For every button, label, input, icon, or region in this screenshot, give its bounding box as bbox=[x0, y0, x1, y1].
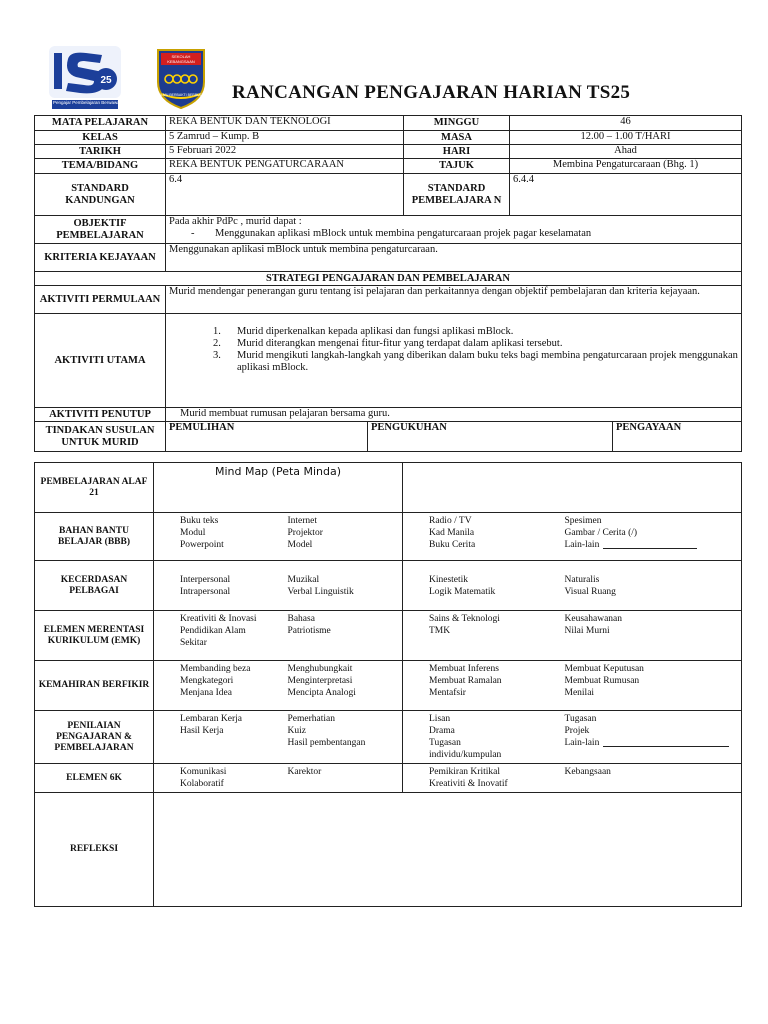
option-menjana-idea[interactable]: Menjana Idea bbox=[158, 687, 258, 699]
kelas-label: KELAS bbox=[35, 131, 166, 145]
objektif-intro: Pada akhir PdPc , murid dapat : bbox=[169, 216, 302, 227]
checkbox-icon bbox=[543, 766, 565, 778]
pengayaan-cell: PENGAYAAN bbox=[613, 422, 742, 452]
option-intrapersonal[interactable]: Intrapersonal bbox=[158, 586, 258, 598]
option-muzikal[interactable]: Muzikal bbox=[266, 574, 399, 586]
checkbox-icon bbox=[266, 737, 288, 749]
option-membuat-keputusan[interactable]: Membuat Keputusan bbox=[543, 663, 738, 675]
checkbox-icon bbox=[543, 613, 565, 625]
checkbox-icon bbox=[407, 574, 429, 586]
option-mencipta-analogi[interactable]: Mencipta Analogi bbox=[266, 687, 399, 699]
option-naturalis[interactable]: Naturalis bbox=[543, 574, 738, 586]
option-projek[interactable]: Projek bbox=[543, 725, 738, 737]
kecerdasan-label: KECERDASAN PELBAGAI bbox=[35, 561, 154, 611]
option-spesimen[interactable]: Spesimen bbox=[543, 515, 738, 527]
checkbox-icon bbox=[407, 527, 429, 539]
checkbox-icon bbox=[266, 725, 288, 737]
checkbox-icon bbox=[158, 713, 180, 725]
emk-col-1 bbox=[154, 611, 262, 661]
utama-item-text: Murid diperkenalkan kepada aplikasi dan fungsi aplikasi mBlock. bbox=[237, 326, 514, 337]
option-lembaran-kerja[interactable]: Lembaran Kerja bbox=[158, 713, 258, 725]
option-pendidikan-alam-sekitar[interactable]: Pendidikan Alam Sekitar bbox=[158, 625, 258, 649]
checkbox-icon bbox=[407, 625, 429, 637]
mata-pelajaran-value: REKA BENTUK DAN TEKNOLOGI bbox=[166, 116, 404, 131]
pengukuhan-cell: PENGUKUHAN bbox=[368, 422, 613, 452]
ts25-logo-caption: Pengajar Pembelajaran Berwawasan bbox=[53, 100, 128, 105]
aktiviti-permulaan-value: Murid mendengar penerangan guru tentang isi pelajaran dan perkaitannya dengan objektif pembelajaran dan kriteria kejayaan. bbox=[166, 286, 742, 314]
mata-pelajaran-label: MATA PELAJARAN bbox=[35, 116, 166, 131]
page-title: RANCANGAN PENGAJARAN HARIAN TS25 bbox=[232, 82, 631, 103]
checkbox-icon bbox=[543, 515, 565, 527]
checkbox-icon bbox=[158, 527, 180, 539]
checkbox-icon bbox=[407, 713, 429, 725]
kecerdasan-col-2 bbox=[262, 561, 403, 611]
utama-item-text: Murid mengikuti langkah-langkah yang diberikan dalam buku teks bagi membina pengaturcaraan projek menggunakan aplikasi mBlock. bbox=[237, 350, 738, 373]
penilaian-col-4 bbox=[539, 711, 742, 764]
tindakan-susulan-label: TINDAKAN SUSULAN UNTUK MURID bbox=[35, 422, 166, 452]
elemen-6k-col-4 bbox=[539, 764, 742, 793]
objektif-cell bbox=[166, 216, 742, 244]
refleksi-label: REFLEKSI bbox=[35, 793, 154, 907]
aktiviti-penutup-value: Murid membuat rumusan pelajaran bersama guru. bbox=[166, 408, 742, 422]
alaf21-empty bbox=[403, 463, 742, 513]
checkbox-icon bbox=[158, 766, 180, 778]
kriteria-label: KRITERIA KEJAYAAN bbox=[35, 244, 166, 272]
kemahiran-col-3 bbox=[403, 661, 539, 711]
checkbox-icon bbox=[266, 625, 288, 637]
standard-kandungan-label: STANDARD KANDUNGAN bbox=[35, 174, 166, 216]
checkbox-icon bbox=[266, 663, 288, 675]
kemahiran-col-1 bbox=[154, 661, 262, 711]
elemen-6k-label: ELEMEN 6K bbox=[35, 764, 154, 793]
option-lain-lain[interactable]: Lain-lain bbox=[543, 737, 738, 749]
utama-item-num: 2. bbox=[213, 338, 221, 349]
bbb-col-1 bbox=[154, 513, 262, 561]
alaf21-label: PEMBELAJARAN ALAF 21 bbox=[35, 463, 154, 513]
option-kreativiti-inovatif[interactable]: Kreativiti & Inovatif bbox=[407, 778, 535, 790]
option-membuat-rumusan[interactable]: Membuat Rumusan bbox=[543, 675, 738, 687]
kelas-value: 5 Zamrud – Kump. B bbox=[166, 131, 404, 145]
option-visual-ruang[interactable]: Visual Ruang bbox=[543, 586, 738, 598]
option-lain-lain[interactable]: Lain-lain bbox=[543, 539, 738, 551]
masa-label: MASA bbox=[404, 131, 510, 145]
utama-item-num: 3. bbox=[213, 350, 221, 361]
aktiviti-utama-label: AKTIVITI UTAMA bbox=[35, 314, 166, 408]
objektif-dash: - bbox=[191, 228, 195, 239]
checkbox-icon bbox=[407, 675, 429, 687]
alaf21-value: Mind Map (Peta Minda) bbox=[154, 463, 403, 513]
option-mengkategori[interactable]: Mengkategori bbox=[158, 675, 258, 687]
checkbox-icon bbox=[266, 687, 288, 699]
option-radio-tv[interactable]: Radio / TV bbox=[407, 515, 535, 527]
hari-value: Ahad bbox=[510, 145, 742, 159]
option-interpersonal[interactable]: Interpersonal bbox=[158, 574, 258, 586]
option-karektor[interactable]: Karektor bbox=[266, 766, 399, 778]
checkbox-icon bbox=[266, 766, 288, 778]
checkbox-icon bbox=[266, 586, 288, 598]
checkbox-icon bbox=[543, 527, 565, 539]
checkbox-icon bbox=[407, 766, 429, 778]
checkbox-icon bbox=[158, 539, 180, 551]
refleksi-input[interactable] bbox=[154, 793, 742, 907]
option-kuiz[interactable]: Kuiz bbox=[266, 725, 399, 737]
option-internet[interactable]: Internet bbox=[266, 515, 399, 527]
option-pemerhatian[interactable]: Pemerhatian bbox=[266, 713, 399, 725]
checkbox-icon bbox=[158, 613, 180, 625]
option-komunikasi[interactable]: Komunikasi bbox=[158, 766, 258, 778]
checkbox-icon bbox=[266, 515, 288, 527]
option-modul[interactable]: Modul bbox=[158, 527, 258, 539]
blank-line[interactable] bbox=[603, 737, 729, 747]
option-membuat-ramalan[interactable]: Membuat Ramalan bbox=[407, 675, 535, 687]
kemahiran-col-4 bbox=[539, 661, 742, 711]
checkbox-icon bbox=[407, 737, 429, 761]
emk-col-3 bbox=[403, 611, 539, 661]
tarikh-label: TARIKH bbox=[35, 145, 166, 159]
checkbox-icon bbox=[158, 625, 180, 649]
checkbox-icon bbox=[158, 778, 180, 790]
tema-label: TEMA/BIDANG bbox=[35, 159, 166, 174]
bbb-col-2 bbox=[262, 513, 403, 561]
utama-item-text: Murid diterangkan mengenai fitur-fitur yang terdapat dalam aplikasi tersebut. bbox=[237, 338, 563, 349]
emk-label: ELEMEN MERENTASI KURIKULUM (EMK) bbox=[35, 611, 154, 661]
masa-value: 12.00 – 1.00 T/HARI bbox=[510, 131, 742, 145]
option-hasil-pembentangan[interactable]: Hasil pembentangan bbox=[266, 737, 399, 749]
checkbox-icon bbox=[266, 675, 288, 687]
checkbox-icon bbox=[407, 687, 429, 699]
checkbox-icon bbox=[158, 725, 180, 737]
option-pemikiran-kritikal[interactable]: Pemikiran Kritikal bbox=[407, 766, 535, 778]
option-sains-teknologi[interactable]: Sains & Teknologi bbox=[407, 613, 535, 625]
checkbox-icon bbox=[158, 574, 180, 586]
ts25-logo bbox=[48, 45, 128, 111]
checkbox-icon bbox=[543, 586, 565, 598]
option-buku-teks[interactable]: Buku teks bbox=[158, 515, 258, 527]
strategi-heading: STRATEGI PENGAJARAN DAN PEMBELAJARAN bbox=[35, 272, 742, 286]
checkbox-icon bbox=[407, 613, 429, 625]
checkbox-icon bbox=[543, 675, 565, 687]
option-tugasan-individu[interactable]: Tugasan individu/kumpulan bbox=[407, 737, 535, 761]
penilaian-col-3 bbox=[403, 711, 539, 764]
school-crest-logo bbox=[152, 42, 210, 110]
option-kad-manila[interactable]: Kad Manila bbox=[407, 527, 535, 539]
checkbox-icon bbox=[543, 574, 565, 586]
objektif-label: OBJEKTIF PEMBELAJARAN bbox=[35, 216, 166, 244]
option-tugasan[interactable]: Tugasan bbox=[543, 713, 738, 725]
checkbox-icon bbox=[266, 539, 288, 551]
emk-col-2 bbox=[262, 611, 403, 661]
option-menghubungkait[interactable]: Menghubungkait bbox=[266, 663, 399, 675]
penilaian-col-2 bbox=[262, 711, 403, 764]
minggu-label: MINGGU bbox=[404, 116, 510, 131]
option-bahasa[interactable]: Bahasa bbox=[266, 613, 399, 625]
option-projektor[interactable]: Projektor bbox=[266, 527, 399, 539]
option-logik-matematik[interactable]: Logik Matematik bbox=[407, 586, 535, 598]
aktiviti-utama-cell bbox=[166, 314, 742, 408]
option-gambar-cerita[interactable]: Gambar / Cerita (/) bbox=[543, 527, 738, 539]
bbb-col-4 bbox=[539, 513, 742, 561]
checkbox-icon bbox=[158, 687, 180, 699]
checkbox-icon bbox=[543, 725, 565, 737]
checkbox-icon bbox=[543, 663, 565, 675]
penilaian-col-1 bbox=[154, 711, 262, 764]
aktiviti-permulaan-label: AKTIVITI PERMULAAN bbox=[35, 286, 166, 314]
checkbox-icon bbox=[266, 713, 288, 725]
option-membanding-beza[interactable]: Membanding beza bbox=[158, 663, 258, 675]
checkbox-icon bbox=[266, 527, 288, 539]
blank-line[interactable] bbox=[603, 539, 697, 549]
option-kreativiti-inovasi[interactable]: Kreativiti & Inovasi bbox=[158, 613, 258, 625]
option-kinestetik[interactable]: Kinestetik bbox=[407, 574, 535, 586]
pemulihan-cell: PEMULIHAN bbox=[166, 422, 368, 452]
checkbox-icon bbox=[543, 687, 565, 699]
checkbox-icon bbox=[407, 725, 429, 737]
checkbox-icon bbox=[407, 539, 429, 551]
option-powerpoint[interactable]: Powerpoint bbox=[158, 539, 258, 551]
option-tmk[interactable]: TMK bbox=[407, 625, 535, 637]
kecerdasan-col-4 bbox=[539, 561, 742, 611]
checkbox-icon bbox=[266, 613, 288, 625]
option-buku-cerita[interactable]: Buku Cerita bbox=[407, 539, 535, 551]
option-mentafsir[interactable]: Mentafsir bbox=[407, 687, 535, 699]
minggu-value: 46 bbox=[510, 116, 742, 131]
kecerdasan-col-3 bbox=[403, 561, 539, 611]
checkbox-icon bbox=[158, 663, 180, 675]
standard-kandungan-value: 6.4 bbox=[166, 174, 404, 216]
checkbox-icon bbox=[158, 675, 180, 687]
checkbox-icon bbox=[407, 663, 429, 675]
standard-pembelajaran-value: 6.4.4 bbox=[510, 174, 742, 216]
option-nilai-murni[interactable]: Nilai Murni bbox=[543, 625, 738, 637]
option-kebangsaan[interactable]: Kebangsaan bbox=[543, 766, 738, 778]
checkbox-icon bbox=[543, 737, 565, 749]
checkbox-icon bbox=[266, 574, 288, 586]
option-membuat-inferens[interactable]: Membuat Inferens bbox=[407, 663, 535, 675]
option-keusahawanan[interactable]: Keusahawanan bbox=[543, 613, 738, 625]
checkbox-icon bbox=[158, 515, 180, 527]
checkbox-icon bbox=[158, 586, 180, 598]
penilaian-label: PENILAIAN PENGAJARAN & PEMBELAJARAN bbox=[35, 711, 154, 764]
tarikh-value: 5 Februari 2022 bbox=[166, 145, 404, 159]
option-patriotisme[interactable]: Patriotisme bbox=[266, 625, 399, 637]
checkbox-icon bbox=[543, 625, 565, 637]
aktiviti-penutup-label: AKTIVITI PENUTUP bbox=[35, 408, 166, 422]
kemahiran-berfikir-label: KEMAHIRAN BERFIKIR bbox=[35, 661, 154, 711]
objektif-item: Menggunakan aplikasi mBlock untuk membina pengaturcaraan projek pagar keselamatan bbox=[215, 228, 592, 239]
checkbox-icon bbox=[407, 515, 429, 527]
kriteria-value: Menggunakan aplikasi mBlock untuk membina pengaturcaraan. bbox=[166, 244, 742, 272]
option-menginterpretasi[interactable]: Menginterpretasi bbox=[266, 675, 399, 687]
emk-col-4 bbox=[539, 611, 742, 661]
option-model[interactable]: Model bbox=[266, 539, 399, 551]
option-menilai[interactable]: Menilai bbox=[543, 687, 738, 699]
option-kolaboratif[interactable]: Kolaboratif bbox=[158, 778, 258, 790]
elements-table bbox=[34, 462, 742, 907]
utama-item-num: 1. bbox=[213, 326, 221, 337]
bbb-col-3 bbox=[403, 513, 539, 561]
tema-value: REKA BENTUK PENGATURCARAAN bbox=[166, 159, 404, 174]
kecerdasan-col-1 bbox=[154, 561, 262, 611]
elemen-6k-col-3 bbox=[403, 764, 539, 793]
bbb-label: BAHAN BANTU BELAJAR (BBB) bbox=[35, 513, 154, 561]
standard-pembelajaran-label: STANDARD PEMBELAJARA N bbox=[404, 174, 510, 216]
crest-banner-text: SEKOLAH KEBANGSAAN bbox=[167, 54, 195, 64]
option-drama[interactable]: Drama bbox=[407, 725, 535, 737]
lesson-plan-table bbox=[34, 115, 742, 452]
option-hasil-kerja[interactable]: Hasil Kerja bbox=[158, 725, 258, 737]
elemen-6k-col-1 bbox=[154, 764, 262, 793]
checkbox-icon bbox=[407, 586, 429, 598]
option-verbal-linguistik[interactable]: Verbal Linguistik bbox=[266, 586, 399, 598]
tajuk-label: TAJUK bbox=[404, 159, 510, 174]
elemen-6k-col-2 bbox=[262, 764, 403, 793]
checkbox-icon bbox=[407, 778, 429, 790]
checkbox-icon bbox=[543, 713, 565, 725]
option-lisan[interactable]: Lisan bbox=[407, 713, 535, 725]
svg-text:25: 25 bbox=[100, 75, 112, 86]
hari-label: HARI bbox=[404, 145, 510, 159]
crest-caption-text: ILMU BERBAKTI BERBUDI bbox=[160, 93, 204, 97]
kemahiran-col-2 bbox=[262, 661, 403, 711]
checkbox-icon bbox=[543, 539, 565, 551]
tajuk-value: Membina Pengaturcaraan (Bhg. 1) bbox=[510, 159, 742, 174]
